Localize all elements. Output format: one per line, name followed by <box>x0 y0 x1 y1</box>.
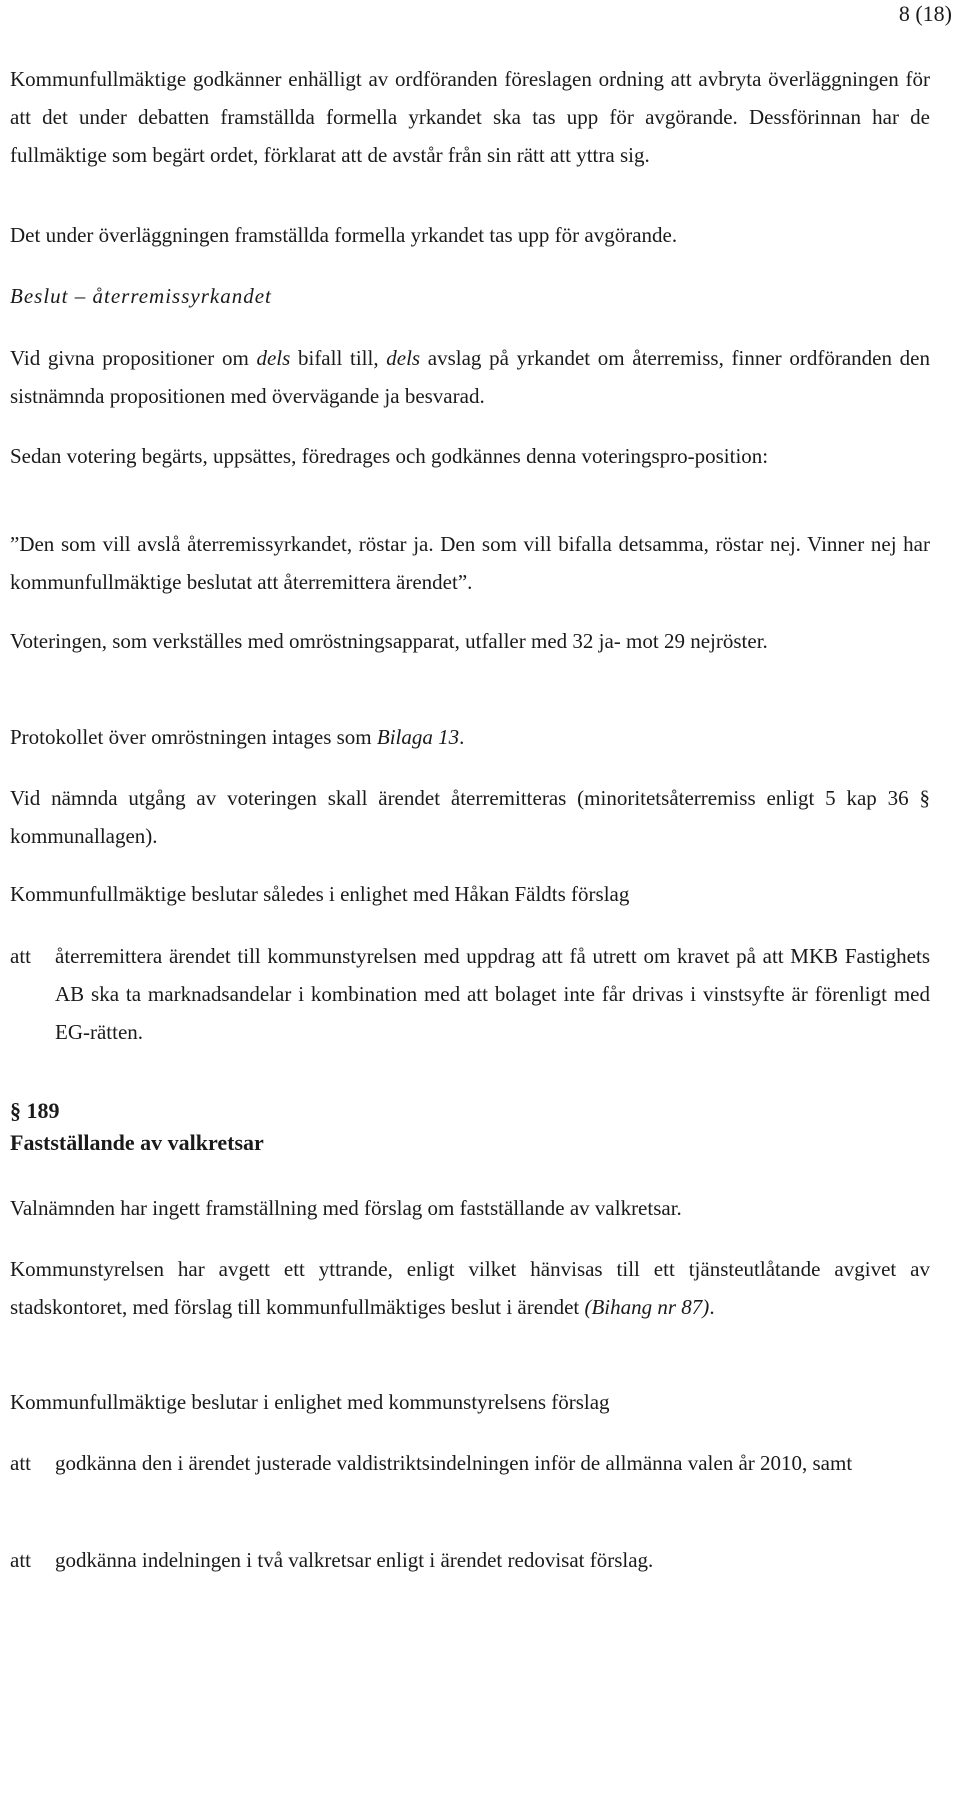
paragraph-vote-proposition: Sedan votering begärts, uppsättes, föredrages och godkännes denna voteringspro-position: <box>10 444 769 468</box>
clause-text: godkänna indelningen i två valkretsar enligt i ärendet redovisat förslag. <box>55 1548 654 1572</box>
att-label: att <box>10 1451 31 1475</box>
paragraph-motion-decision: Det under överläggningen framställda formella yrkandet tas upp för avgörande. <box>10 223 678 247</box>
section-number: § 189 <box>10 1098 60 1123</box>
paragraph-protocol-attachment: Protokollet över omröstningen intages som Bilaga 13. <box>10 725 465 749</box>
paragraph-vote-result: Voteringen, som verkställes med omröstningsapparat, utfaller med 32 ja- mot 29 nejröster. <box>10 629 768 653</box>
paragraph-council-decision-2: Kommunfullmäktige beslutar i enlighet med kommunstyrelsens förslag <box>10 1390 610 1414</box>
heading-decision-referral: Beslut – återremissyrkandet <box>10 284 272 308</box>
paragraph-executive-statement: Kommunstyrelsen har avgett ett yttrande, enligt vilket hänvisas till ett tjänsteutlåtande avgivet av stadskontoret, med förslag till kommunfullmäktiges beslut i ärendet (Bihang nr 87). <box>10 1257 930 1319</box>
paragraph-minority-referral: Vid nämnda utgång av voteringen skall ärendet återremitteras (minoritetsåterremiss enligt 5 kap 36 § kommunallagen). <box>10 786 930 848</box>
paragraph-election-board: Valnämnden har ingett framställning med förslag om fastställande av valkretsar. <box>10 1196 682 1220</box>
paragraph-council-decision-1: Kommunfullmäktige beslutar således i enlighet med Håkan Fäldts förslag <box>10 882 630 906</box>
paragraph-adjournment: Kommunfullmäktige godkänner enhälligt av ordföranden föreslagen ordning att avbryta överläggningen för att det under debatten framställda formella yrkandet ska tas upp för avgörande. Dessförinnan har de fullmäktige som begärt ordet, förklarat att de avstår från sin rätt att yttra sig. <box>10 67 930 167</box>
att-label: att <box>10 1548 31 1572</box>
att-label: att <box>10 944 31 968</box>
clause-text: godkänna den i ärendet justerade valdistriktsindelningen inför de allmänna valen år 2010, samt <box>55 1451 853 1475</box>
paragraph-propositions: Vid givna propositioner om dels bifall till, dels avslag på yrkandet om återremiss, finner ordföranden den sistnämnda propositionen med övervägande ja besvarad. <box>10 346 930 408</box>
clause-text: återremittera ärendet till kommunstyrelsen med uppdrag att få utrett om kravet på att MKB Fastighets AB ska ta marknadsandelar i kombination med att bolaget inte får drivas i vinstsyfte är förenligt med EG-rätten. <box>55 944 930 1044</box>
section-title: Fastställande av valkretsar <box>10 1130 264 1155</box>
paragraph-vote-text: ”Den som vill avslå återremissyrkandet, röstar ja. Den som vill bifalla detsamma, röstar nej. Vinner nej har kommunfullmäktige beslutat att återremittera ärendet”. <box>10 532 930 594</box>
page-number: 8 (18) <box>898 1 952 26</box>
